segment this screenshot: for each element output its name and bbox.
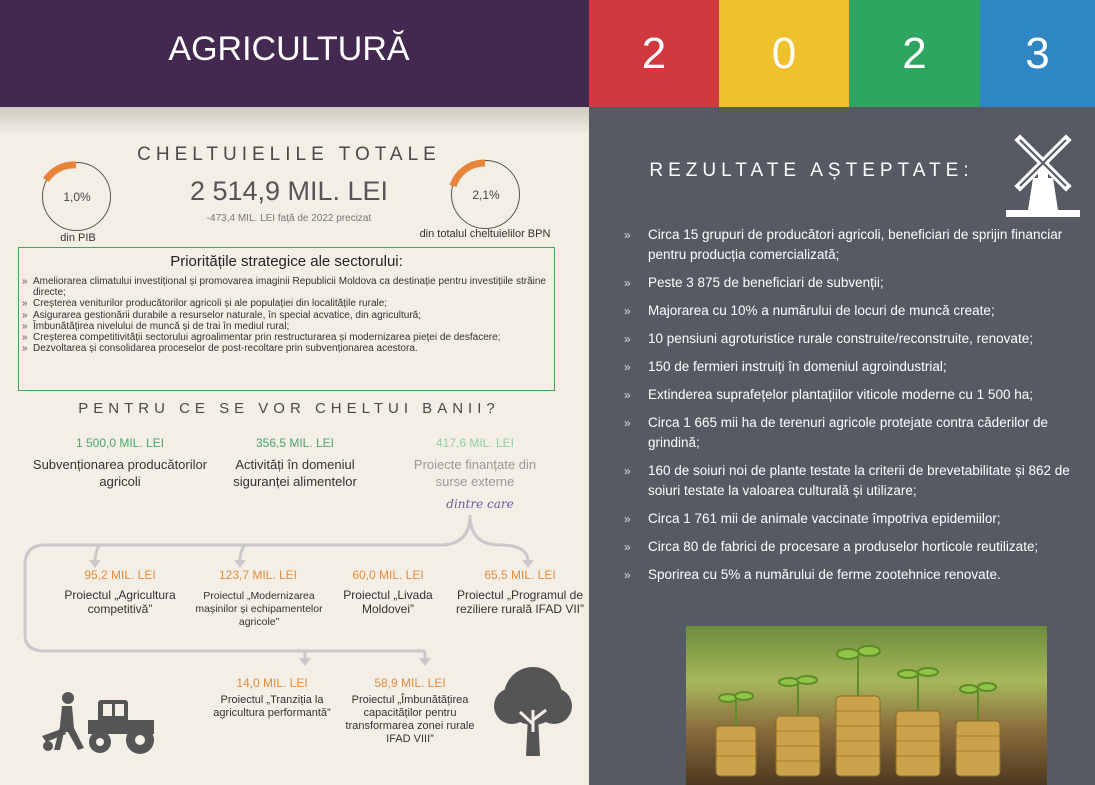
result-item: » Circa 15 grupuri de producători agricoli, beneficiari de sprijin financiar pentru producția comercializată; xyxy=(620,225,1082,265)
result-item: » Peste 3 875 de beneficiari de subvenții; xyxy=(620,273,1082,293)
priority-item: » Creșterea veniturilor producătorilor agricoli și ale populației din localitățile rurale; xyxy=(22,298,546,309)
bpn-label: din totalul cheltuielilor BPN xyxy=(419,228,551,240)
priority-item: » Ameliorarea climatului investițional și promovarea imaginii Republicii Moldova ca destinație pentru investițiile străine directe; xyxy=(22,276,546,298)
year-digit-1: 2 xyxy=(589,0,719,107)
year-digit-3: 2 xyxy=(849,0,980,107)
result-item: » 150 de fermieri instruiți în domeniul agroindustrial; xyxy=(620,357,1082,377)
results-list xyxy=(620,225,1082,593)
spending-amount: 1 500,0 MIL. LEI xyxy=(75,436,165,450)
spending-amount: 356,5 MIL. LEI xyxy=(255,436,335,450)
project-label: Proiectul „Agricultura competitivă” xyxy=(64,588,176,616)
bpn-value: 2,1% xyxy=(472,188,500,202)
result-item: » Circa 80 de fabrici de procesare a produselor horticole reutilizate; xyxy=(620,537,1082,557)
priorities-list xyxy=(22,276,546,354)
result-item: » Extinderea suprafețelor plantațiilor viticole moderne cu 1 500 ha; xyxy=(620,385,1082,405)
coins-plants-illustration xyxy=(686,626,1047,785)
spending-title: PENTRU CE SE VOR CHELTUI BANII? xyxy=(78,400,500,417)
year-digit-2: 0 xyxy=(719,0,849,107)
priority-item: » Dezvoltarea și consolidarea proceselor de post-recoltare prin subvenționarea acestora. xyxy=(22,343,546,354)
project-amount: 95,2 MIL. LEI xyxy=(84,568,156,582)
result-item: » Circa 1 761 mii de animale vaccinate împotriva epidemiilor; xyxy=(620,509,1082,529)
spending-label: Subvenționarea producătorilor agricoli xyxy=(32,457,208,489)
result-item: » 160 de soiuri noi de plante testate la criterii de brevetabilitate și 862 de soiuri testate la valoarea culturală și utilizare; xyxy=(620,461,1082,501)
expenses-difference: -473,4 MIL. LEI față de 2022 precizat xyxy=(206,213,372,224)
project-label: Proiectul „Îmbunătățirea capacităților pentru transformarea zonei rurale IFAD VIII” xyxy=(345,694,475,745)
pib-label: din PIB xyxy=(60,232,96,244)
priorities-title: Prioritățile strategice ale sectorului: xyxy=(170,253,403,270)
expenses-total: 2 514,9 MIL. LEI xyxy=(189,176,389,206)
spending-label: Proiecte finanțate din surse externe xyxy=(413,457,537,489)
year-digit-4: 3 xyxy=(980,0,1095,107)
windmill-icon xyxy=(1004,130,1082,218)
spending-label: Activități în domeniul siguranței alimentelor xyxy=(233,457,357,489)
project-amount: 58,9 MIL. LEI xyxy=(374,676,446,690)
results-title: REZULTATE AȘTEPTATE: xyxy=(649,160,974,181)
project-label: Proiectul „Livada Moldovei” xyxy=(343,588,433,616)
priority-item: » Creșterea competitivității sectorului agroalimentar prin restructurarea și modernizarea pieței de desfacere; xyxy=(22,332,546,343)
priority-item: » Îmbunătățirea nivelului de muncă și de trai în mediul rural; xyxy=(22,321,546,332)
project-amount: 65,5 MIL. LEI xyxy=(484,568,556,582)
coins-plants-image xyxy=(686,626,1047,785)
project-label: Proiectul „Programul de reziliere rurală IFAD VII” xyxy=(455,588,585,616)
project-label: Proiectul „Tranziția la agricultura performantă” xyxy=(213,694,331,719)
of-which-label: dintre care xyxy=(446,497,514,511)
spending-amount: 417,6 MIL. LEI xyxy=(435,436,515,450)
project-amount: 14,0 MIL. LEI xyxy=(236,676,308,690)
tree-icon xyxy=(492,666,574,760)
result-item: » Circa 1 665 mii ha de terenuri agricole protejate contra căderilor de grindină; xyxy=(620,413,1082,453)
expenses-title: CHELTUIELILE TOTALE xyxy=(137,144,441,165)
project-amount: 123,7 MIL. LEI xyxy=(218,568,298,582)
page-title: AGRICULTURĂ xyxy=(168,30,410,68)
priority-item: » Asigurarea gestionării durabile a resurselor naturale, în special acvatice, din agricultură; xyxy=(22,310,546,321)
result-item: » Majorarea cu 10% a numărului de locuri de muncă create; xyxy=(620,301,1082,321)
result-item: » Sporirea cu 5% a numărului de ferme zootehnice renovate. xyxy=(620,565,1082,585)
pib-value: 1,0% xyxy=(63,190,91,204)
tractor-icon xyxy=(40,690,160,756)
result-item: » 10 pensiuni agroturistice rurale construite/reconstruite, renovate; xyxy=(620,329,1082,349)
project-amount: 60,0 MIL. LEI xyxy=(352,568,424,582)
project-label: Proiectul „Modernizarea mașinilor și echipamentelor agricole” xyxy=(195,590,323,628)
